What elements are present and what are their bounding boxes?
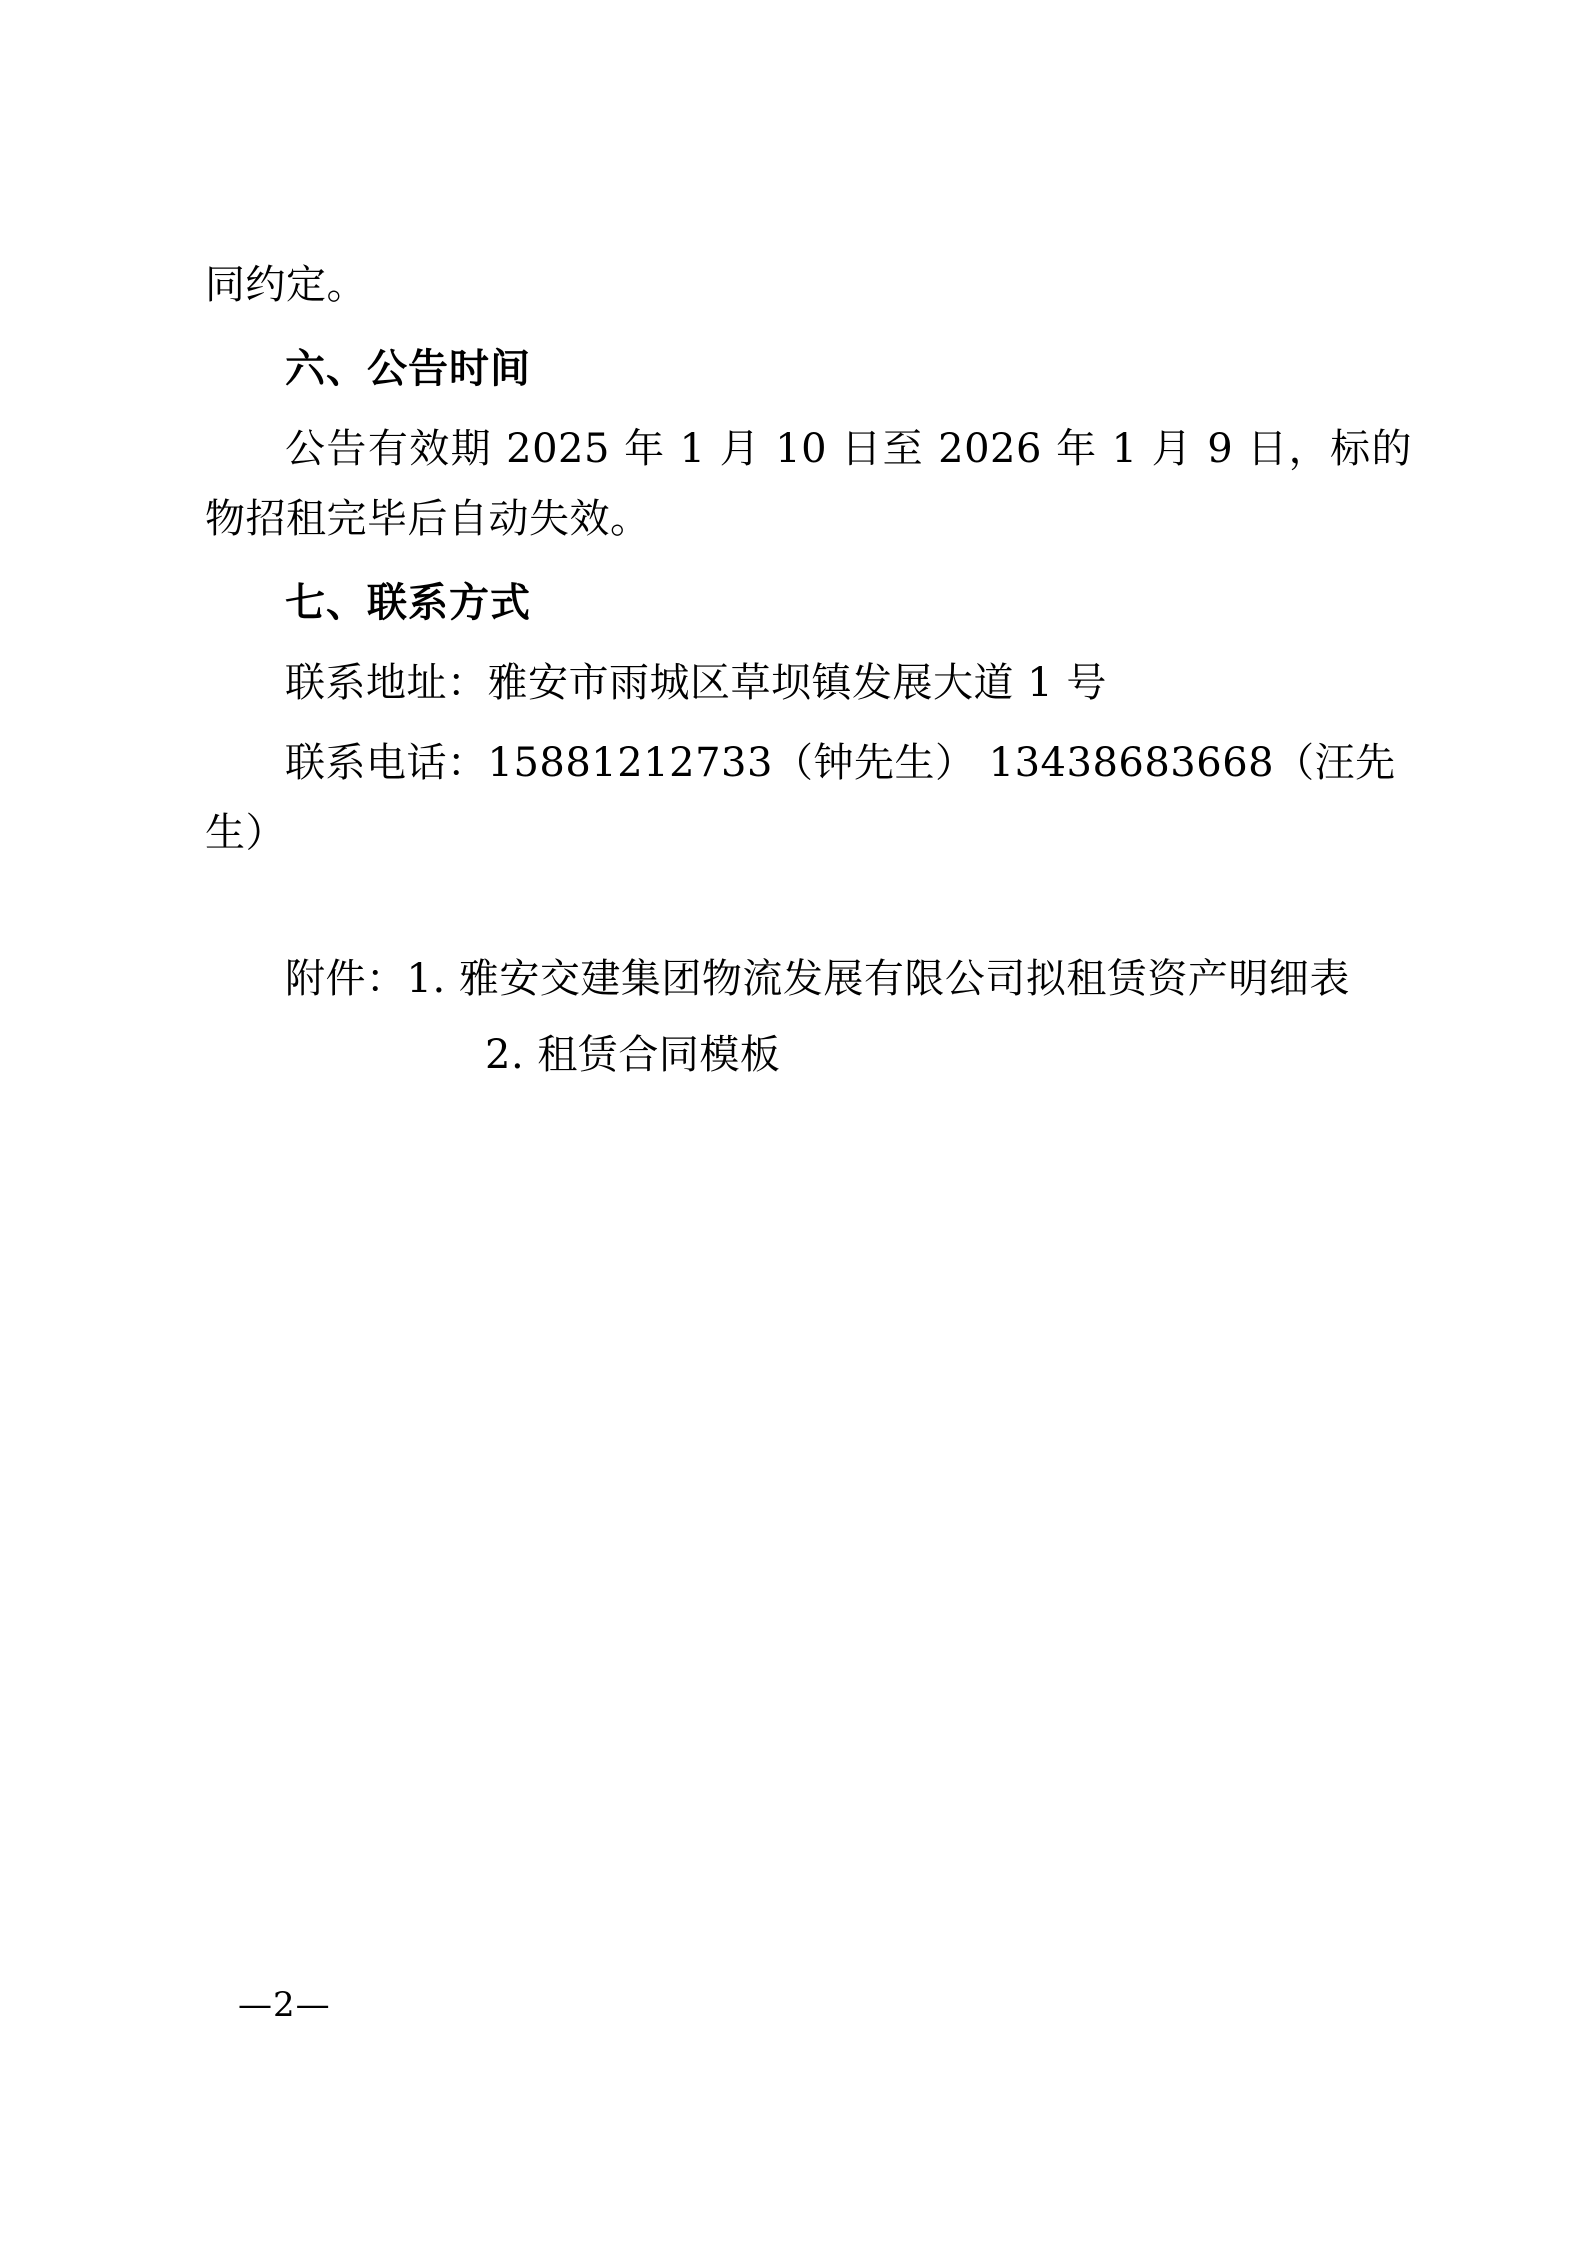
- page-number: —2—: [238, 1985, 331, 2025]
- blank-spacer: [205, 878, 1412, 940]
- document-body: [205, 250, 1412, 1090]
- announcement-period-paragraph: 公告有效期 2025 年 1 月 10 日至 2026 年 1 月 9 日，标的物招租完毕后自动失效。: [205, 426, 1412, 542]
- section-heading-announcement-period: 六、公告时间: [285, 346, 531, 392]
- continued-paragraph: 同约定。: [205, 262, 367, 308]
- section-heading-contact: 七、联系方式: [285, 580, 531, 626]
- attachment-item-1: 附件：1. 雅安交建集团物流发展有限公司拟租赁资产明细表: [285, 956, 1350, 1002]
- contact-phone-line: 联系电话：15881212733（钟先生） 13438683668（汪先生）: [205, 740, 1396, 856]
- attachment-item-2: 2. 租赁合同模板: [485, 1032, 781, 1078]
- attachments-block: [205, 944, 1412, 1090]
- contact-address-line: 联系地址：雅安市雨城区草坝镇发展大道 1 号: [285, 660, 1107, 706]
